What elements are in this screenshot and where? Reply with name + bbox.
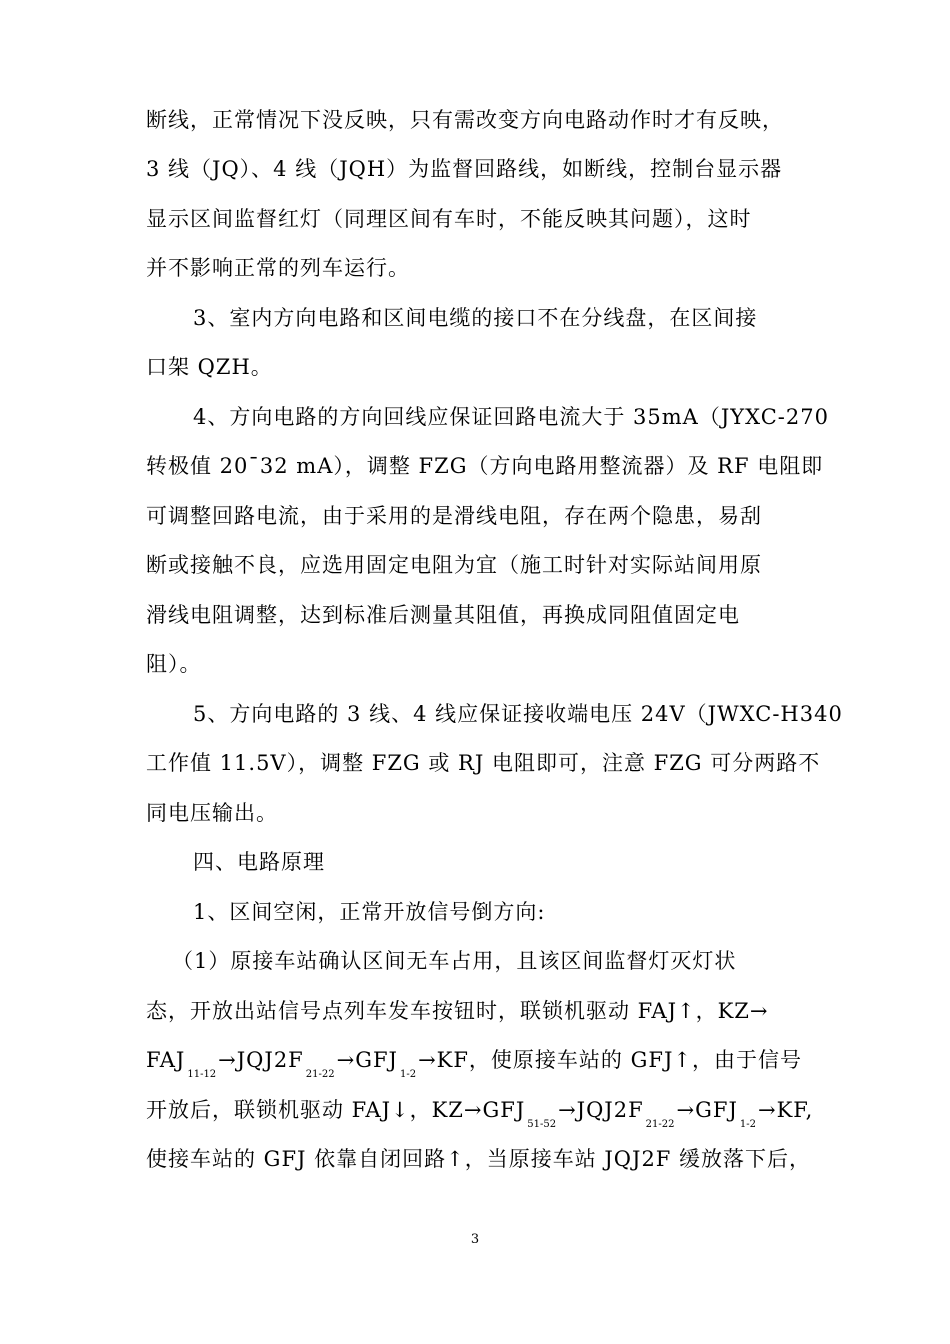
contact-subscript: 1-2: [739, 1119, 756, 1130]
text-segment: 开放后，联锁机驱动 FAJ↓，KZ→GFJ: [146, 1098, 526, 1122]
text-line: 使接车站的 GFJ 依靠自闭回路↑，当原接车站 JQJ2F 缓放落下后，: [146, 1147, 812, 1171]
contact-subscript: 1-2: [399, 1069, 417, 1080]
text-line: 口架 QZH。: [146, 355, 273, 379]
section-heading: 四、电路原理: [193, 850, 325, 874]
page-number: 3: [470, 1232, 480, 1247]
contact-subscript: 21-22: [645, 1119, 675, 1130]
text-segment: →JQJ2F: [218, 1048, 304, 1072]
text-segment: →KF,: [757, 1098, 814, 1122]
contact-subscript: 51-52: [527, 1119, 557, 1130]
text-line: 4、方向电路的方向回线应保证回路电流大于 35mA（JYXC-270: [193, 405, 829, 429]
contact-subscript: 11-12: [187, 1069, 217, 1080]
text-line-with-subscripts: [146, 1090, 826, 1130]
text-segment: →GFJ: [336, 1048, 398, 1072]
text-line-with-subscripts: [146, 1040, 826, 1080]
text-segment: →JQJ2F: [558, 1098, 644, 1122]
text-line: 3、室内方向电路和区间电缆的接口不在分线盘，在区间接: [193, 306, 758, 330]
text-line: （1）原接车站确认区间无车占用，且该区间监督灯灭灯状: [172, 949, 737, 973]
text-line: 断线，正常情况下没反映，只有需改变方向电路动作时才有反映，: [146, 108, 784, 132]
text-line: 阻）。: [146, 652, 202, 676]
text-line: 并不影响正常的列车运行。: [146, 256, 410, 280]
contact-subscript: 21-22: [305, 1069, 335, 1080]
text-line: 断或接触不良，应选用固定电阻为宜（施工时针对实际站间用原: [146, 553, 762, 577]
text-segment: →GFJ: [676, 1098, 738, 1122]
text-line: 转极值 20¯32 mA），调整 FZG（方向电路用整流器）及 RF 电阻即: [146, 454, 824, 478]
text-line: 同电压输出。: [146, 801, 278, 825]
text-line: 滑线电阻调整，达到标准后测量其阻值，再换成同阻值固定电: [146, 603, 740, 627]
text-line: 1、区间空闲，正常开放信号倒方向:: [193, 900, 546, 924]
text-line: 工作值 11.5V），调整 FZG 或 RJ 电阻即可，注意 FZG 可分两路不: [146, 751, 821, 775]
text-segment: FAJ: [146, 1048, 186, 1072]
text-segment: →KF，使原接车站的 GFJ↑，由于信号: [418, 1048, 802, 1072]
text-line: 3 线（JQ）、4 线（JQH）为监督回路线，如断线，控制台显示器: [146, 157, 783, 181]
text-line: 态，开放出站信号点列车发车按钮时，联锁机驱动 FAJ↑，KZ→: [146, 999, 769, 1023]
text-line: 显示区间监督红灯（同理区间有车时，不能反映其问题），这时: [146, 207, 752, 231]
text-line: 5、方向电路的 3 线、4 线应保证接收端电压 24V（JWXC-H340: [193, 702, 843, 726]
text-line: 可调整回路电流，由于采用的是滑线电阻，存在两个隐患，易刮: [146, 504, 762, 528]
